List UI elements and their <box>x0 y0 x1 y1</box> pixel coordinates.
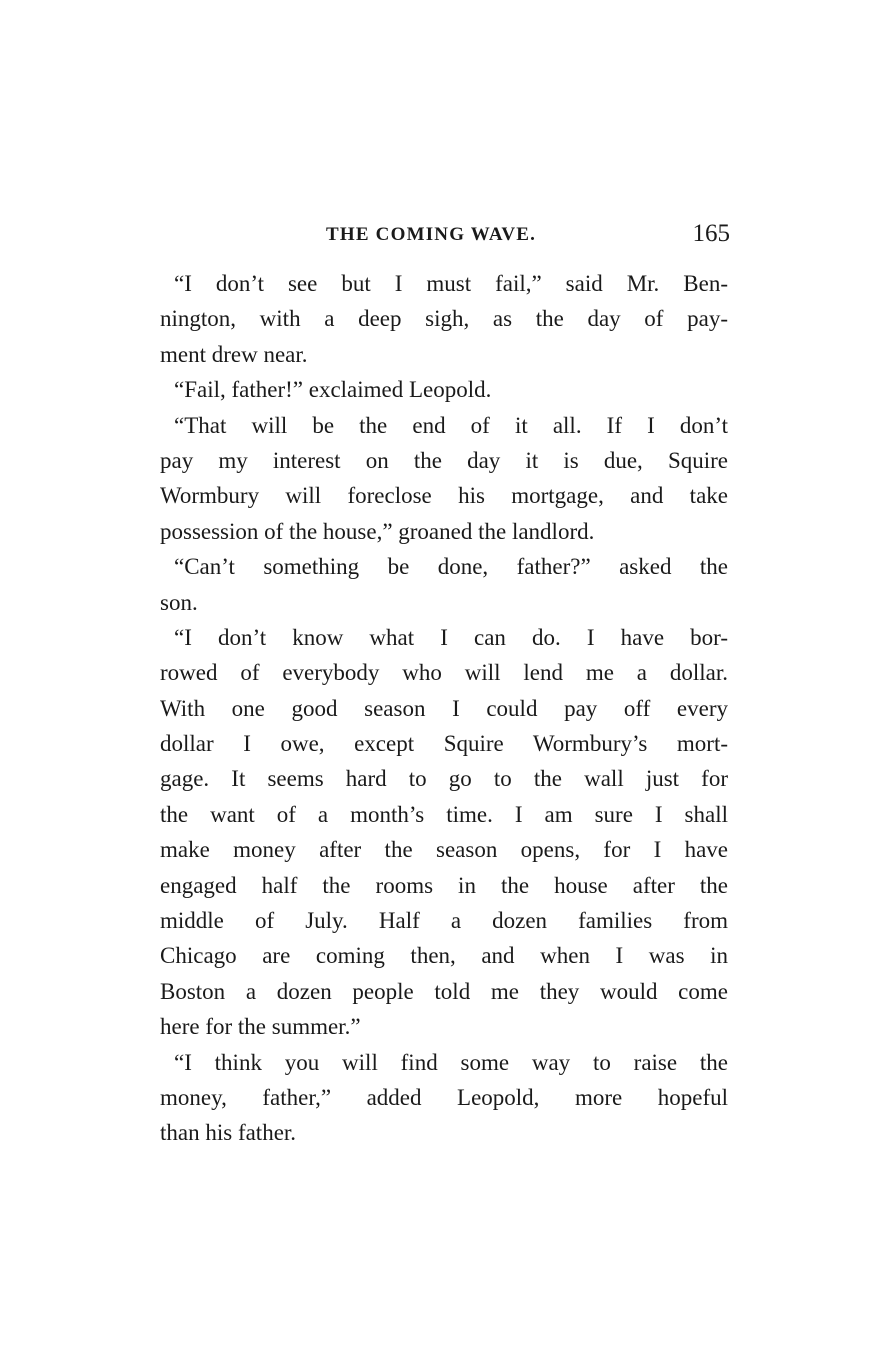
text-line: “Fail, father!” exclaimed Leopold. <box>174 377 492 403</box>
running-title: THE COMING WAVE. <box>326 224 537 245</box>
text-line: Wormbury will foreclose his mortgage, and take <box>160 483 728 509</box>
text-line: engaged half the rooms in the house after the <box>160 872 728 898</box>
running-head <box>160 220 730 252</box>
text-line: With one good season I could pay off every <box>160 695 728 721</box>
text-line: gage. It seems hard to go to the wall just for <box>160 766 728 792</box>
text-line: son. <box>160 589 198 615</box>
text-line: “Can’t something be done, father?” asked the <box>174 554 728 580</box>
text-line: “I don’t see but I must fail,” said Mr. Ben- <box>174 271 728 296</box>
text-line: Chicago are coming then, and when I was in <box>160 943 728 969</box>
body-text <box>160 266 728 1151</box>
text-line: “That will be the end of it all. If I don’t <box>174 412 728 438</box>
text-line: rowed of everybody who will lend me a dollar. <box>160 660 728 686</box>
text-line: Boston a dozen people told me they would come <box>160 978 728 1004</box>
text-line: pay my interest on the day it is due, Squire <box>160 447 728 473</box>
text-line: here for the summer.” <box>160 1014 361 1040</box>
page-number: 165 <box>692 220 730 247</box>
text-line: nington, with a deep sigh, as the day of pay- <box>160 306 728 332</box>
text-line: “I think you will find some way to raise the <box>174 1049 728 1075</box>
text-line: ment drew near. <box>160 341 308 367</box>
text-line: middle of July. Half a dozen families from <box>160 908 728 934</box>
text-line: possession of the house,” groaned the landlord. <box>160 518 595 544</box>
text-line: than his father. <box>160 1120 297 1146</box>
text-line: the want of a month’s time. I am sure I shall <box>160 801 728 827</box>
text-line: money, father,” added Leopold, more hopeful <box>160 1084 728 1110</box>
text-line: “I don’t know what I can do. I have bor- <box>174 624 728 650</box>
text-line: dollar I owe, except Squire Wormbury’s mort- <box>160 731 728 757</box>
text-line: make money after the season opens, for I have <box>160 837 728 863</box>
